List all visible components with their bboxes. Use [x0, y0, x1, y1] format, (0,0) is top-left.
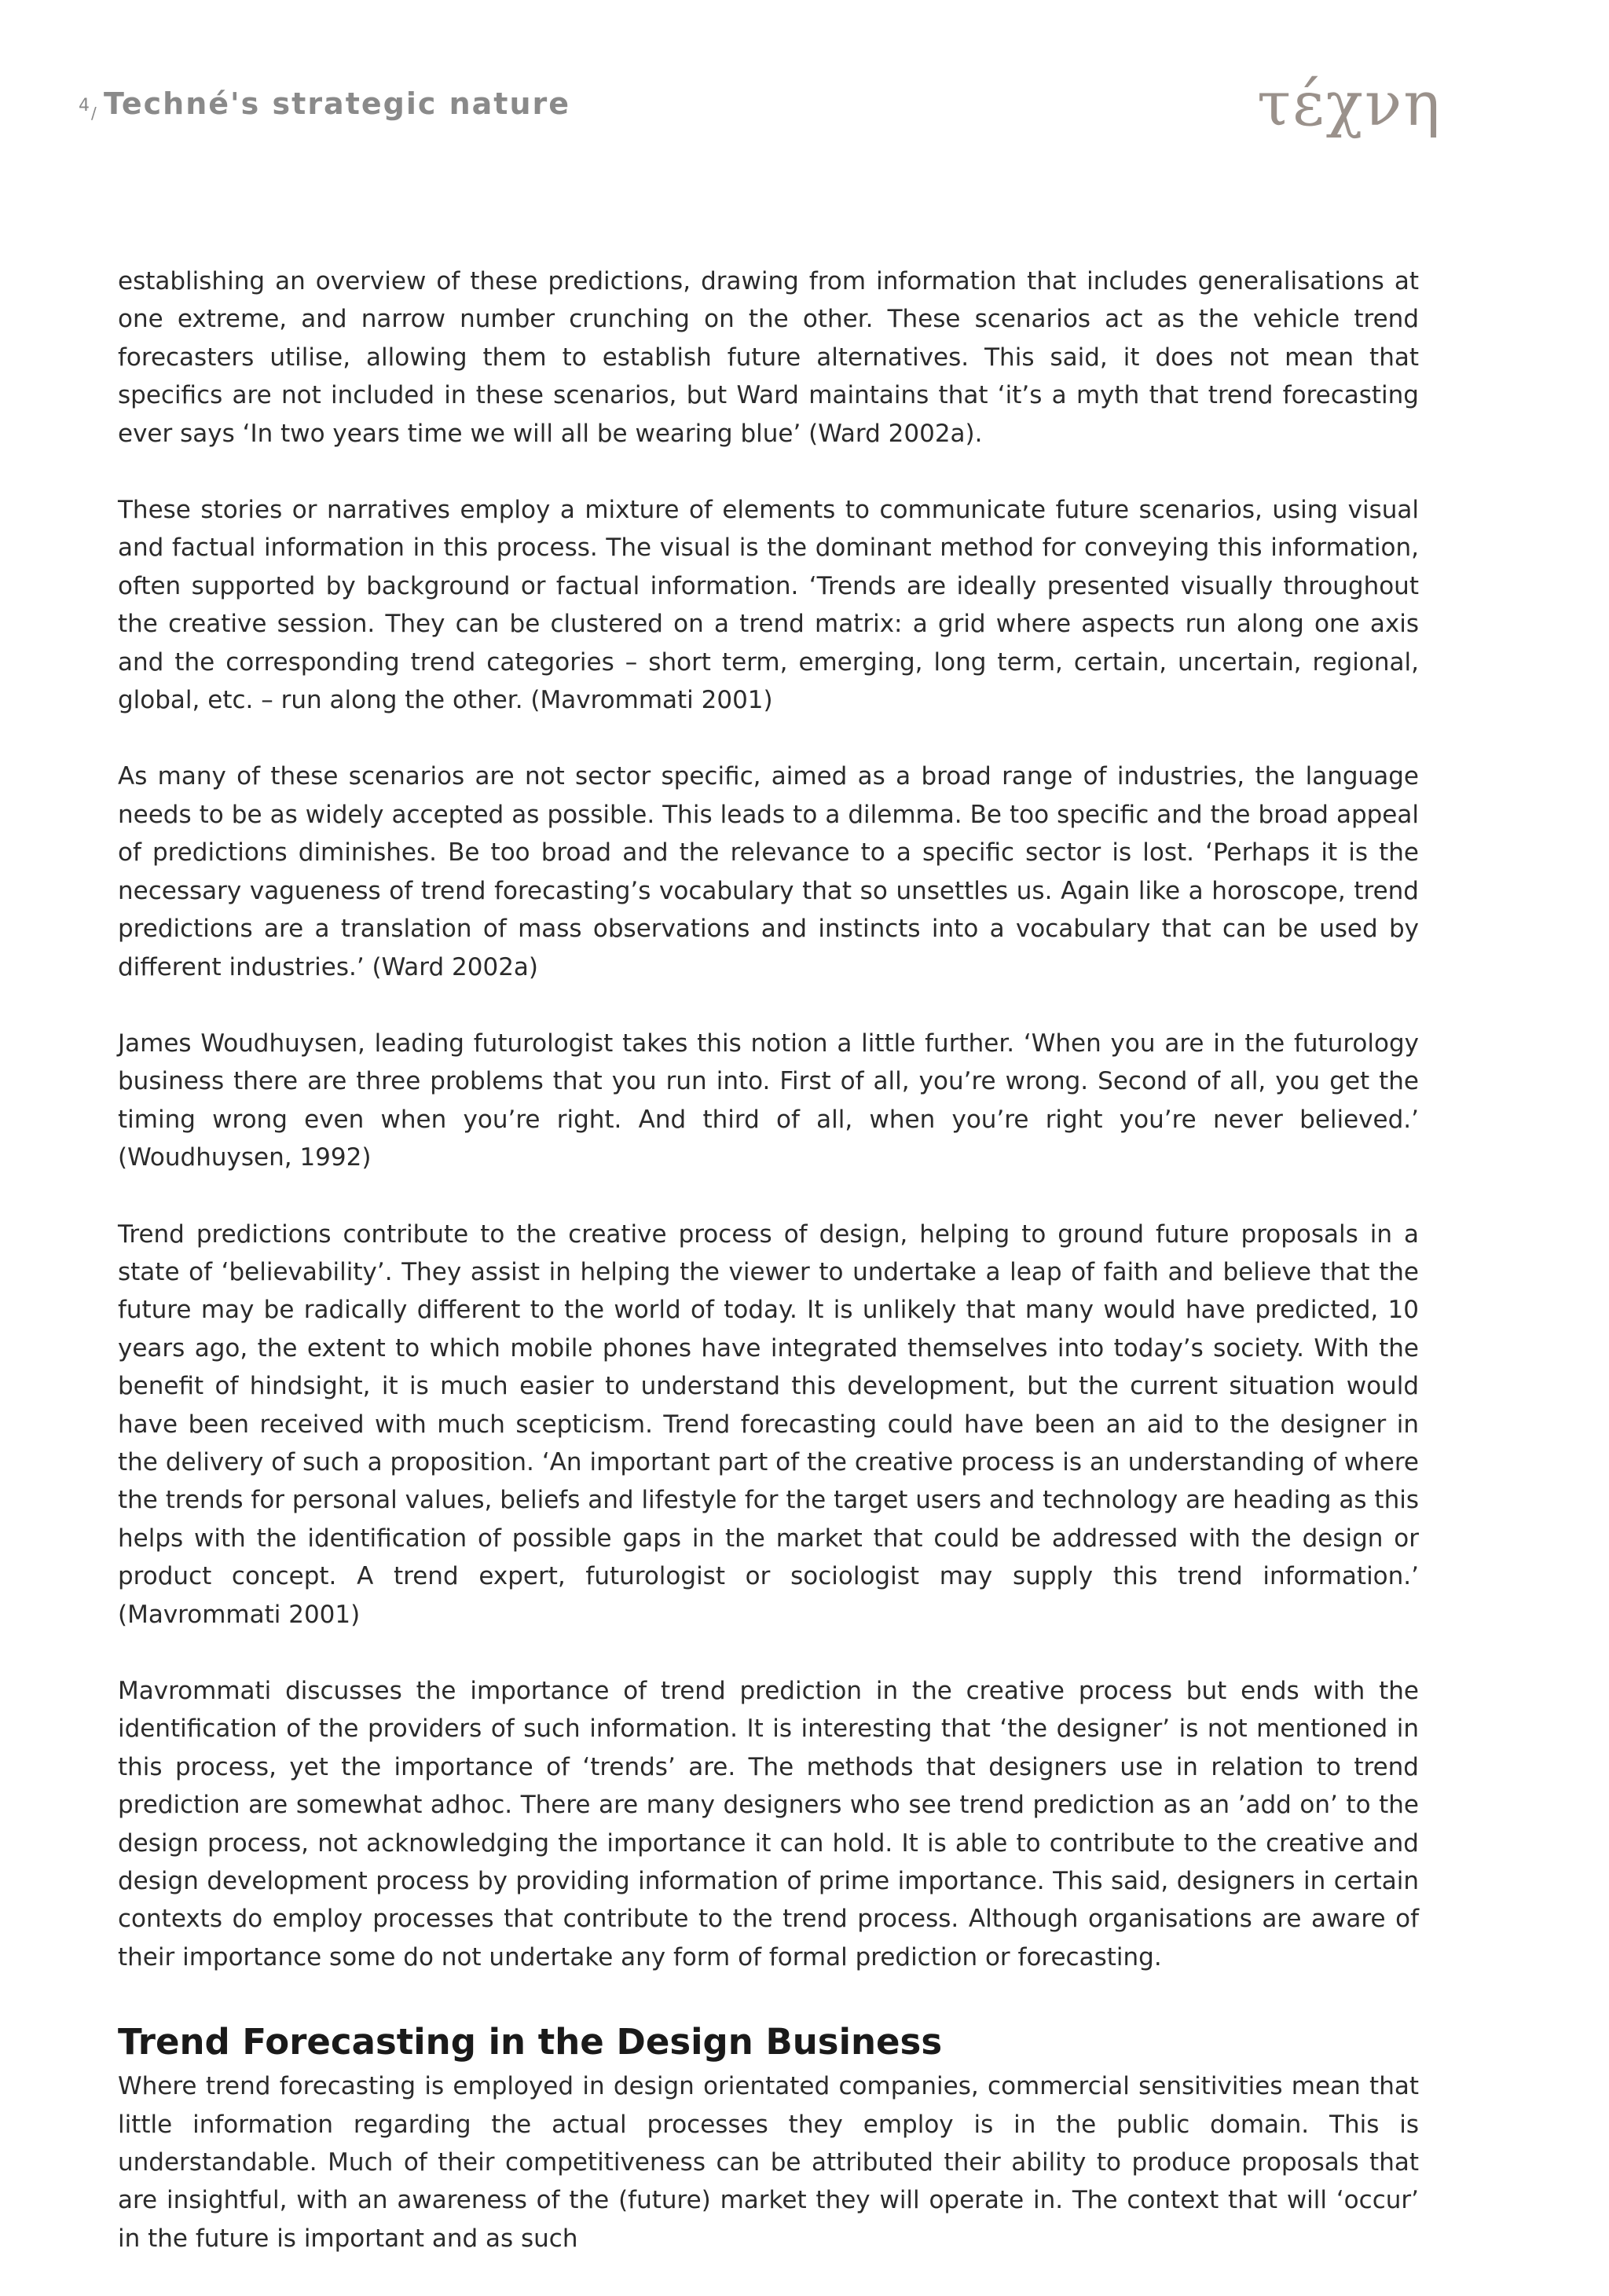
paragraph-sector-language: As many of these scenarios are not sector specific, aimed as a broad range of industries, the language needs to be as widely accepted as possible. This leads to a dilemma. Be too specific and the broad appeal of predictions diminishes. Be too broad and the relevance to a specific sector is lost. ‘Perhaps it is the necessary vagueness of trend forecasting’s vocabulary that so unsettles us. Again like a horoscope, trend predictions are a translation of mass observations and instincts into a vocabulary that can be used by different industries.’ (Ward 2002a) — [118, 762, 1419, 981]
paragraph-design-business: Where trend forecasting is employed in design orientated companies, commercial sensitivities mean that little information regarding the actual processes they employ is in the public domain. This is understandable. Much of their competitiveness can be attributed their ability to produce proposals that are insightful, with an awareness of the (future) market they will operate in. The context that will ‘occur’ in the future is important and as such — [118, 2072, 1419, 2253]
section-heading: Trend Forecasting in the Design Business — [118, 2021, 943, 2063]
page-header — [0, 0, 1609, 157]
page-number: 4 — [79, 96, 90, 116]
running-title: Techné's strategic nature — [104, 86, 571, 121]
paragraph-overview: establishing an overview of these predictions, drawing from information that includes generalisations at one extreme, and narrow number crunching on the other. These scenarios act as the vehicle trend forecasters utilise, allowing them to establish future alternatives. This said, it does not mean that specifics are not included in these scenarios, but Ward maintains that ‘it’s a myth that trend forecasting ever says ‘In two years time we will all be wearing blue’ (Ward 2002a). — [118, 267, 1419, 448]
techne-logo: τέχνη — [1257, 69, 1442, 140]
paragraph-woudhuysen: James Woudhuysen, leading futurologist takes this notion a little further. ‘When you are in the futurology business there are three problems that you run into. First of all, you’re wrong. Second of all, you get the timing wrong even when you’re right. And third of all, when you’re right you’re never believed.’ (Woudhuysen, 1992) — [118, 1029, 1419, 1172]
article-body — [118, 262, 1419, 2296]
page-number-separator: / — [91, 104, 97, 123]
paragraph-believability: Trend predictions contribute to the creative process of design, helping to ground future proposals in a state of ‘believability’. They assist in helping the viewer to undertake a leap of faith and believe that the future may be radically different to the world of today. It is unlikely that many would have predicted, 10 years ago, the extent to which mobile phones have integrated themselves into today’s society. With the benefit of hindsight, it is much easier to understand this development, but the current situation would have been received with much scepticism. Trend forecasting could have been an aid to the designer in the delivery of such a proposition. ‘An important part of the creative process is an understanding of where the trends for personal values, beliefs and lifestyle for the target users and technology are heading as this helps with the identification of possible gaps in the market that could be addressed with the design or product concept. A trend expert, futurologist or sociologist may supply this trend information.’ (Mavrommati 2001) — [118, 1220, 1419, 1629]
paragraph-mavrommati: Mavrommati discusses the importance of trend prediction in the creative process but ends with the identification of the providers of such information. It is interesting that ‘the designer’ is not mentioned in this process, yet the importance of ‘trends’ are. The methods that designers use in relation to trend prediction are somewhat adhoc. There are many designers who see trend prediction as an ’add on’ to the design process, not acknowledging the importance it can hold. It is able to contribute to the creative and design development process by providing information of prime importance. This said, designers in certain contexts do employ processes that contribute to the trend process. Although organisations are aware of their importance some do not undertake any form of formal prediction or forecasting. — [118, 1677, 1419, 1971]
paragraph-narratives: These stories or narratives employ a mixture of elements to communicate future scenarios, using visual and factual information in this process. The visual is the dominant method for conveying this information, often supported by background or factual information. ‘Trends are ideally presented visually throughout the creative session. They can be clustered on a trend matrix: a grid where aspects run along one axis and the corresponding trend categories – short term, emerging, long term, certain, uncertain, regional, global, etc. – run along the other. (Mavrommati 2001) — [118, 496, 1419, 715]
